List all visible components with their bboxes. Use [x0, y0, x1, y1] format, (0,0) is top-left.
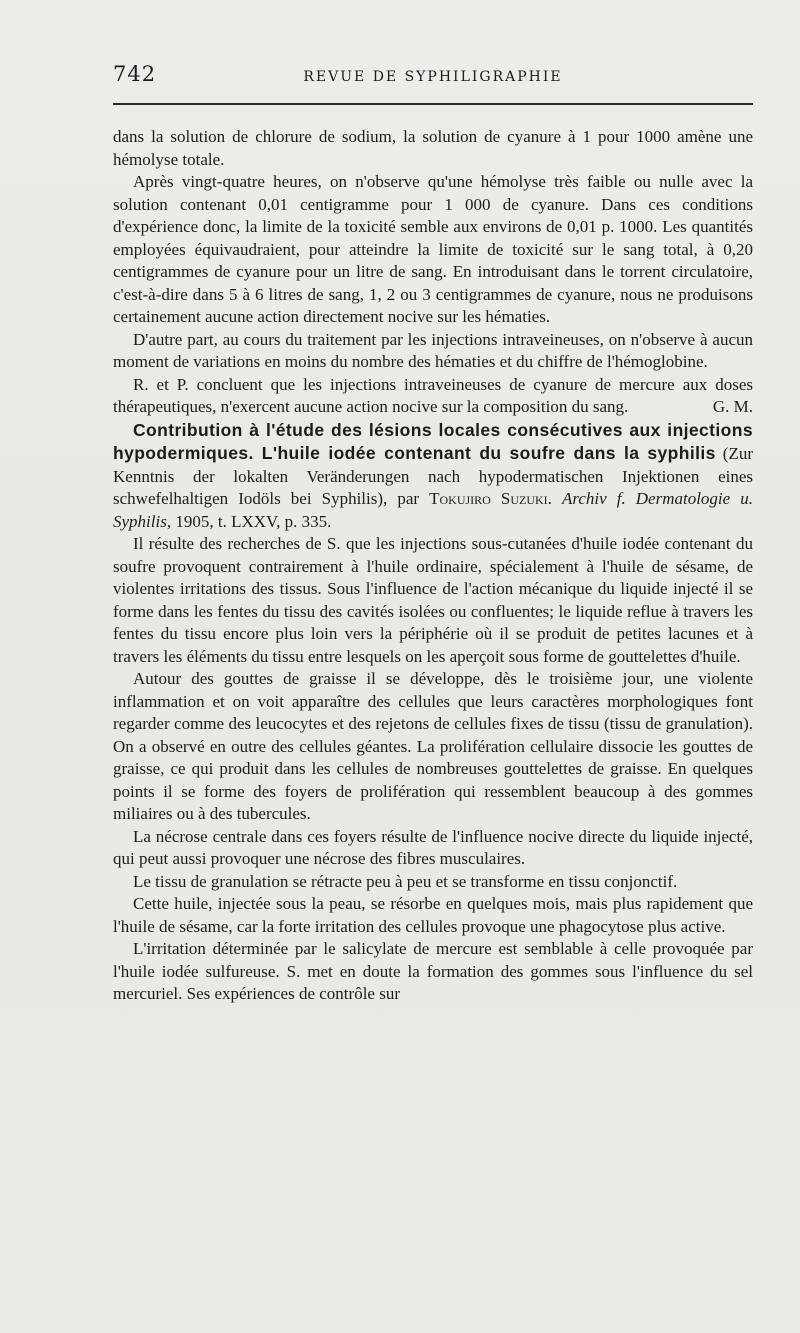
- article-journal: Archiv f. Dermatologie u. Syphilis: [113, 489, 753, 531]
- conclusion-text: R. et P. concluent que les injections intraveineuses de cyanure de mercure aux doses thérapeutiques, n'exercent aucune action nocive sur la composition du sang.: [113, 374, 753, 416]
- paragraph-inflammation: Autour des gouttes de graisse il se développe, dès le troisième jour, une violente inflammation et on voit apparaître des cellules que leurs caractères morphologiques font regarder comme des leucocytes et des rejetons de cellules fixes de tissu (tissu de granulation). On a observé en outre des cellules géantes. La prolifération cellulaire dissocie les gouttes de graisse, ce qui produit dans les cellules de nombreuses gouttelettes de graisse. En quelques points il se forme des foyers de prolifération qui ressemblent beaucoup à des gommes miliaires ou à des tubercules.: [113, 669, 753, 823]
- paragraph-resorption: Cette huile, injectée sous la peau, se résorbe en quelques mois, mais plus rapidement que l'huile de sésame, car la forte irritation des cellules provoque une phagocytose plus active.: [113, 894, 753, 936]
- paragraph-results: Il résulte des recherches de S. que les injections sous-cutanées d'huile iodée contenant du soufre provoquent contrairement à l'huile ordinaire, spécialement à l'huile de sésame, de violentes irritations des tissus. Sous l'influence de l'action mécanique du liquide injecté il se forme dans les fentes du tissu des cavités isolées ou confluentes; le liquide reflue à travers les fentes du tissu encore plus loin vers la périphérie où il se produit de petites lacunes et à travers les éléments du tissu entre lesquels on les aperçoit sous forme de gouttelettes d'huile.: [113, 534, 753, 666]
- paragraph-granulation: Le tissu de granulation se rétracte peu à peu et se transforme en tissu conjonctif.: [133, 871, 678, 891]
- header-rule: [113, 103, 753, 105]
- page-header: [113, 62, 753, 102]
- page-number: 742: [113, 62, 157, 86]
- article-reference: , 1905, t. LXXV, p. 335.: [166, 511, 332, 531]
- body-text: [113, 126, 753, 1006]
- paragraph-continuation: dans la solution de chlorure de sodium, la solution de cyanure à 1 pour 1000 amène une hémolyse totale.: [113, 127, 753, 169]
- signature: G. M.: [712, 397, 753, 416]
- article-subtitle: (Zur Kenntnis der lokalten Veränderungen nach hypodermatischen Injektionen eines schwefelhaltigen Iodöls bei Syphilis), par: [113, 444, 753, 508]
- paragraph-treatment: D'autre part, au cours du traitement par les injections intraveineuses, on n'observe à aucun moment de variations en moins du nombre des hématies et du chiffre de l'hémoglobine.: [113, 329, 753, 371]
- article-title: Contribution à l'étude des lésions locales consécutives aux injections hypodermiques. L'huile iodée contenant du soufre dans la syphilis: [113, 419, 753, 463]
- paragraph-conclusion: [113, 374, 753, 419]
- article-heading: [113, 419, 753, 534]
- paragraph-hemolysis: Après vingt-quatre heures, on n'observe qu'une hémolyse très faible ou nulle avec la solution contenant 0,01 centigramme pour 1 000 de cyanure. Dans ces conditions d'expérience donc, la limite de la toxicité semble aux environs de 0,01 p. 1000. Les quantités employées équivaudraient, pour atteindre la limite de toxicité sur le sang total, à 0,20 centigrammes de cyanure pour un litre de sang. En introduisant dans le torrent circulatoire, c'est-à-dire dans 5 à 6 litres de sang, 1, 2 ou 3 centigrammes de cyanure, nous ne produisons certainement aucune action directement nocive sur les hématies.: [113, 172, 753, 326]
- paragraph-necrosis: La nécrose centrale dans ces foyers résulte de l'influence nocive directe du liquide injecté, qui peut aussi provoquer une nécrose des fibres musculaires.: [113, 826, 753, 868]
- running-head: REVUE DE SYPHILIGRAPHIE: [303, 69, 563, 85]
- article-separator: .: [547, 489, 562, 508]
- article-author: Tokujiro Suzuki: [429, 489, 548, 508]
- paragraph-salicylate: L'irritation déterminée par le salicylate de mercure est semblable à celle provoquée par l'huile iodée sulfureuse. S. met en doute la formation des gommes sous l'influence du sel mercuriel. Ses expériences de contrôle sur: [113, 939, 753, 1003]
